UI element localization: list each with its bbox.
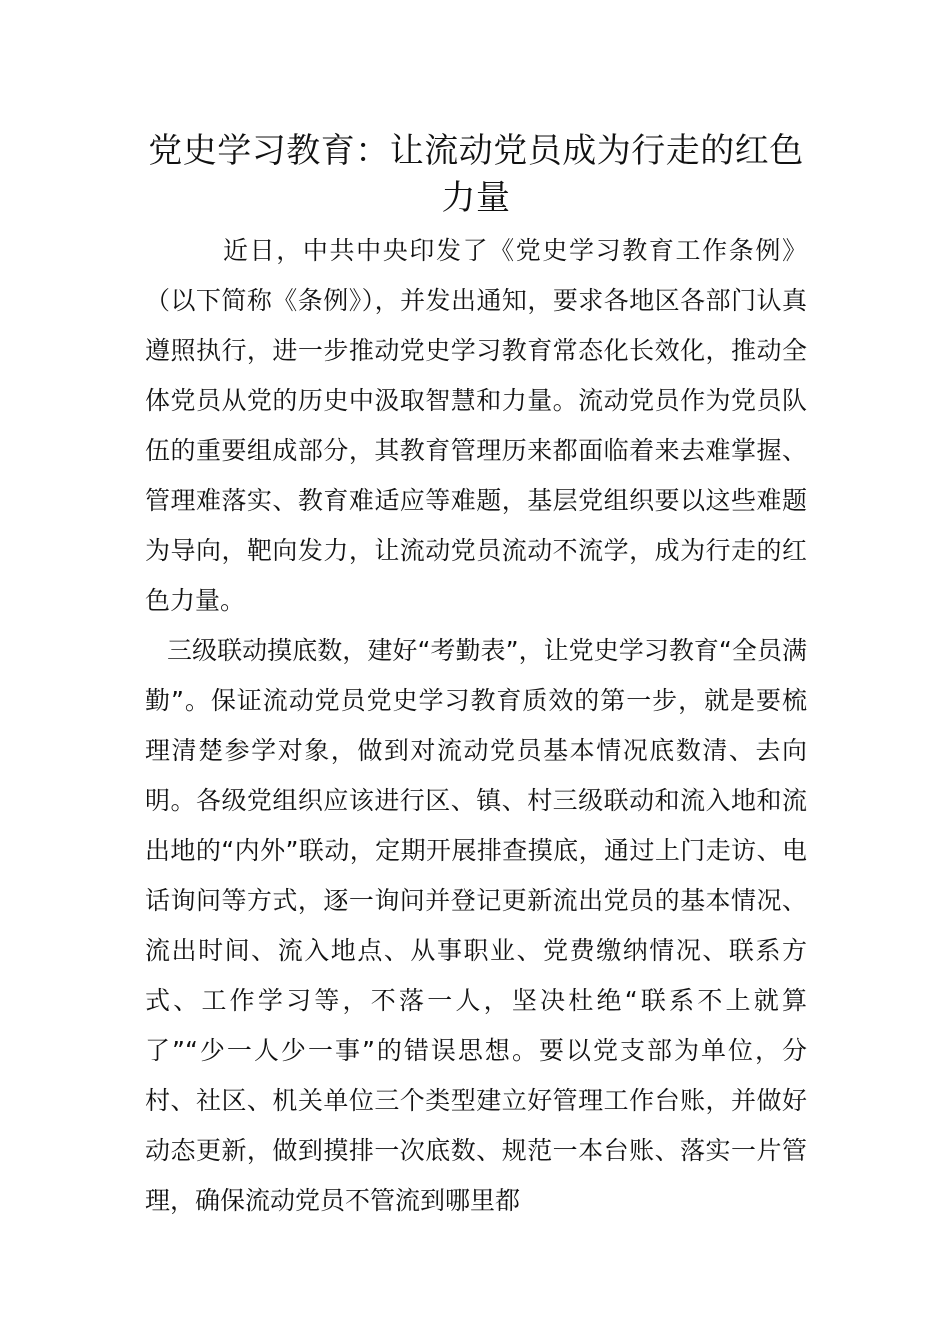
- document-body: [145, 226, 807, 1226]
- paragraph-three-level-linkage: 三级联动摸底数，建好“考勤表”，让党史学习教育“全员满勤”。保证流动党员党史学习教育质效的第一步，就是要梳理清楚参学对象，做到对流动党员基本情况底数清、去向明。各级党组织应该进行区、镇、村三级联动和流入地和流出地的“内外”联动，定期开展排查摸底，通过上门走访、电话询问等方式，逐一询问并登记更新流出党员的基本情况、流出时间、流入地点、从事职业、党费缴纳情况、联系方式、工作学习等，不落一人，坚决杜绝“联系不上就算了”“少一人少一事”的错误思想。要以党支部为单位，分村、社区、机关单位三个类型建立好管理工作台账，并做好动态更新，做到摸排一次底数、规范一本台账、落实一片管理，确保流动党员不管流到哪里都: [145, 636, 807, 1215]
- paragraph-intro: 近日，中共中央印发了《党史学习教育工作条例》（以下简称《条例》），并发出通知，要求各地区各部门认真遵照执行，进一步推动党史学习教育常态化长效化，推动全体党员从党的历史中汲取智慧和力量。流动党员作为党员队伍的重要组成部分，其教育管理历来都面临着来去难掌握、管理难落实、教育难适应等难题，基层党组织要以这些难题为导向，靶向发力，让流动党员流动不流学，成为行走的红色力量。: [145, 236, 807, 615]
- document-title: 党史学习教育：让流动党员成为行走的红色力量: [148, 131, 804, 218]
